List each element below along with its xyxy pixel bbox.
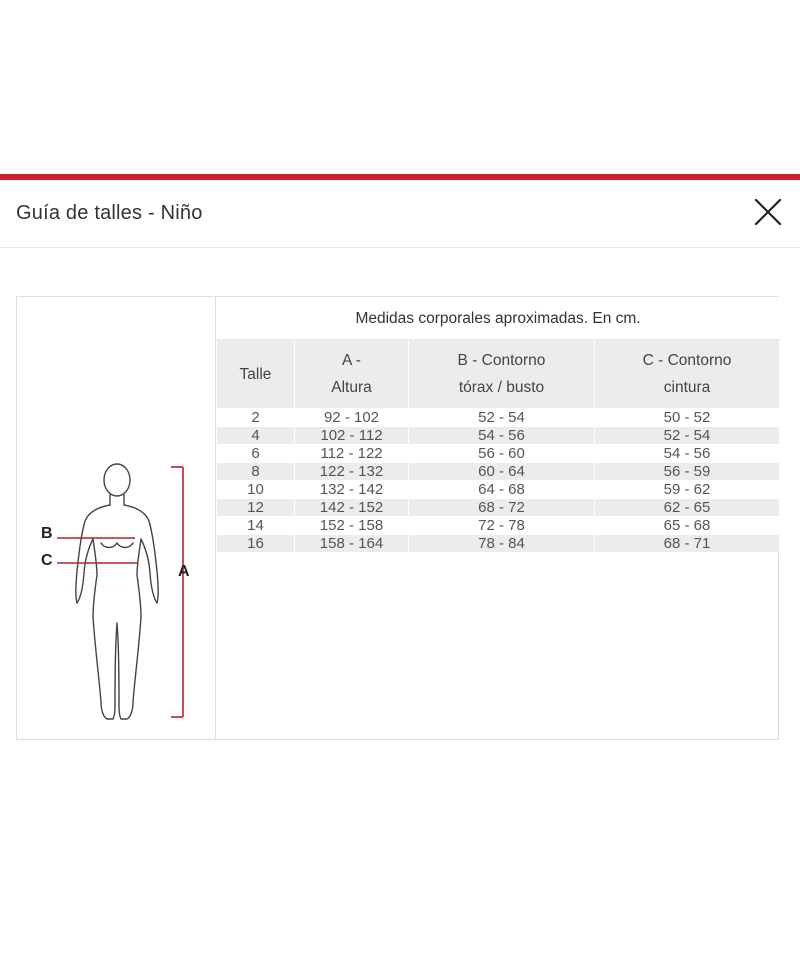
modal-title: Guía de talles - Niño xyxy=(16,202,203,224)
table-caption: Medidas corporales aproximadas. En cm. xyxy=(217,298,780,340)
cell-torax: 52 - 54 xyxy=(409,409,595,427)
label-a: A xyxy=(178,563,190,580)
cell-cintura: 56 - 59 xyxy=(595,463,780,481)
cell-altura: 112 - 122 xyxy=(295,445,409,463)
cell-cintura: 52 - 54 xyxy=(595,427,780,445)
body-silhouette-illustration xyxy=(17,297,216,739)
table-row xyxy=(217,427,780,445)
cell-cintura: 62 - 65 xyxy=(595,499,780,517)
header-altura: A - Altura xyxy=(295,340,409,409)
cell-torax: 54 - 56 xyxy=(409,427,595,445)
cell-talle: 10 xyxy=(217,481,295,499)
label-c: C xyxy=(41,552,53,569)
close-button[interactable] xyxy=(750,194,786,230)
cell-cintura: 50 - 52 xyxy=(595,409,780,427)
table-header-row xyxy=(217,340,780,409)
cell-talle: 16 xyxy=(217,535,295,553)
body-figure-panel xyxy=(17,297,216,739)
cell-torax: 78 - 84 xyxy=(409,535,595,553)
cell-cintura: 54 - 56 xyxy=(595,445,780,463)
cell-altura: 102 - 112 xyxy=(295,427,409,445)
table-row xyxy=(217,463,780,481)
cell-torax: 60 - 64 xyxy=(409,463,595,481)
cell-talle: 14 xyxy=(217,517,295,535)
close-icon xyxy=(750,194,786,230)
cell-cintura: 59 - 62 xyxy=(595,481,780,499)
table-row xyxy=(217,481,780,499)
cell-talle: 4 xyxy=(217,427,295,445)
label-b: B xyxy=(41,525,53,542)
cell-torax: 68 - 72 xyxy=(409,499,595,517)
cell-cintura: 65 - 68 xyxy=(595,517,780,535)
cell-altura: 132 - 142 xyxy=(295,481,409,499)
cell-torax: 72 - 78 xyxy=(409,517,595,535)
cell-altura: 92 - 102 xyxy=(295,409,409,427)
cell-talle: 12 xyxy=(217,499,295,517)
table-row xyxy=(217,499,780,517)
size-table xyxy=(216,297,780,553)
cell-torax: 64 - 68 xyxy=(409,481,595,499)
table-row xyxy=(217,445,780,463)
cell-talle: 8 xyxy=(217,463,295,481)
modal-header xyxy=(0,180,800,248)
table-row xyxy=(217,517,780,535)
cell-altura: 122 - 132 xyxy=(295,463,409,481)
cell-altura: 142 - 152 xyxy=(295,499,409,517)
cell-altura: 158 - 164 xyxy=(295,535,409,553)
cell-altura: 152 - 158 xyxy=(295,517,409,535)
cell-talle: 6 xyxy=(217,445,295,463)
header-contorno-cintura: C - Contorno cintura xyxy=(595,340,780,409)
cell-torax: 56 - 60 xyxy=(409,445,595,463)
table-row xyxy=(217,535,780,553)
header-talle: Talle xyxy=(217,340,295,409)
cell-talle: 2 xyxy=(217,409,295,427)
size-guide xyxy=(16,296,779,740)
cell-cintura: 68 - 71 xyxy=(595,535,780,553)
table-row xyxy=(217,409,780,427)
header-contorno-torax: B - Contorno tórax / busto xyxy=(409,340,595,409)
